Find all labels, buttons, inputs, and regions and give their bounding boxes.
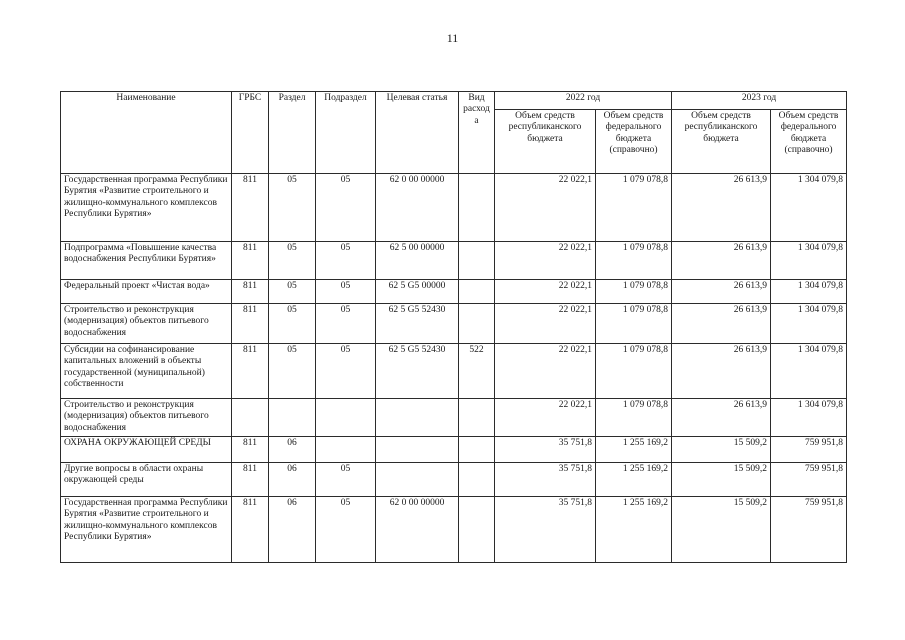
cell-grbs: 811: [232, 242, 269, 280]
cell-expense-type: [459, 242, 495, 280]
cell-federal-2022: 1 079 078,8: [596, 399, 672, 437]
cell-federal-2022: 1 255 169,2: [596, 463, 672, 497]
cell-republican-2022: 35 751,8: [495, 437, 596, 463]
table-row: [61, 463, 847, 497]
cell-republican-2023: 26 613,9: [672, 399, 771, 437]
cell-razdel: 06: [269, 463, 316, 497]
cell-republican-2023: 26 613,9: [672, 344, 771, 399]
table-row: [61, 280, 847, 304]
cell-republican-2022: 22 022,1: [495, 344, 596, 399]
cell-federal-2023: 1 304 079,8: [771, 344, 847, 399]
cell-republican-2022: 22 022,1: [495, 280, 596, 304]
cell-podrazdel: 05: [316, 463, 376, 497]
header-year-2023: 2023 год: [672, 92, 847, 110]
cell-name: Строительство и реконструкция (модернизация) объектов питьевого водоснабжения: [61, 399, 232, 437]
cell-federal-2022: 1 079 078,8: [596, 174, 672, 242]
cell-podrazdel: 05: [316, 344, 376, 399]
cell-razdel: 06: [269, 497, 316, 563]
cell-target-article: 62 5 00 00000: [376, 242, 459, 280]
cell-name: Субсидии на софинансирование капитальных вложений в объекты государственной (муниципальной) собственности: [61, 344, 232, 399]
header-republican-2023: Объем средств республиканского бюджета: [672, 110, 771, 174]
cell-federal-2023: 759 951,8: [771, 463, 847, 497]
cell-republican-2022: 35 751,8: [495, 497, 596, 563]
header-razdel: Раздел: [269, 92, 316, 174]
cell-federal-2023: 1 304 079,8: [771, 174, 847, 242]
cell-razdel: 05: [269, 242, 316, 280]
header-podrazdel: Подраздел: [316, 92, 376, 174]
cell-target-article: 62 5 G5 52430: [376, 344, 459, 399]
cell-expense-type: [459, 399, 495, 437]
cell-republican-2023: 26 613,9: [672, 174, 771, 242]
cell-target-article: [376, 399, 459, 437]
cell-podrazdel: 05: [316, 242, 376, 280]
cell-expense-type: [459, 280, 495, 304]
cell-federal-2022: 1 079 078,8: [596, 280, 672, 304]
table-row: [61, 242, 847, 280]
cell-grbs: 811: [232, 344, 269, 399]
cell-target-article: 62 0 00 00000: [376, 497, 459, 563]
cell-federal-2023: 1 304 079,8: [771, 399, 847, 437]
header-republican-2022: Объем средств республиканского бюджета: [495, 110, 596, 174]
cell-federal-2023: 759 951,8: [771, 497, 847, 563]
cell-republican-2023: 26 613,9: [672, 304, 771, 344]
cell-federal-2022: 1 255 169,2: [596, 497, 672, 563]
cell-podrazdel: 05: [316, 174, 376, 242]
table-row: [61, 399, 847, 437]
cell-podrazdel: 05: [316, 304, 376, 344]
cell-name: ОХРАНА ОКРУЖАЮЩЕЙ СРЕДЫ: [61, 437, 232, 463]
cell-target-article: 62 5 G5 00000: [376, 280, 459, 304]
cell-expense-type: [459, 304, 495, 344]
cell-republican-2023: 15 509,2: [672, 497, 771, 563]
header-federal-2023: Объем средств федерального бюджета (справочно): [771, 110, 847, 174]
cell-federal-2023: 1 304 079,8: [771, 304, 847, 344]
cell-republican-2023: 26 613,9: [672, 280, 771, 304]
cell-name: Подпрограмма «Повышение качества водоснабжения Республики Бурятия»: [61, 242, 232, 280]
cell-expense-type: [459, 174, 495, 242]
cell-name: Государственная программа Республики Бурятия «Развитие строительного и жилищно-коммунального комплексов Республики Бурятия»: [61, 174, 232, 242]
page-number: 11: [446, 31, 459, 45]
cell-podrazdel: 05: [316, 280, 376, 304]
cell-republican-2022: 35 751,8: [495, 463, 596, 497]
cell-grbs: 811: [232, 437, 269, 463]
budget-table: [60, 91, 847, 563]
cell-federal-2022: 1 079 078,8: [596, 344, 672, 399]
cell-razdel: 05: [269, 174, 316, 242]
header-expense-type: Вид расхода: [459, 92, 495, 174]
cell-grbs: 811: [232, 280, 269, 304]
table-row: [61, 437, 847, 463]
cell-target-article: 62 5 G5 52430: [376, 304, 459, 344]
cell-federal-2023: 1 304 079,8: [771, 280, 847, 304]
header-grbs: ГРБС: [232, 92, 269, 174]
table-body: [61, 174, 847, 563]
cell-federal-2023: 1 304 079,8: [771, 242, 847, 280]
cell-razdel: 06: [269, 437, 316, 463]
cell-republican-2023: 15 509,2: [672, 437, 771, 463]
cell-name: Другие вопросы в области охраны окружающей среды: [61, 463, 232, 497]
table-row: [61, 344, 847, 399]
cell-republican-2023: 26 613,9: [672, 242, 771, 280]
cell-name: Федеральный проект «Чистая вода»: [61, 280, 232, 304]
cell-target-article: 62 0 00 00000: [376, 174, 459, 242]
cell-expense-type: [459, 463, 495, 497]
cell-expense-type: [459, 437, 495, 463]
cell-grbs: 811: [232, 497, 269, 563]
header-federal-2022: Объем средств федерального бюджета (справочно): [596, 110, 672, 174]
cell-grbs: 811: [232, 174, 269, 242]
table-row: [61, 304, 847, 344]
cell-federal-2023: 759 951,8: [771, 437, 847, 463]
cell-target-article: [376, 437, 459, 463]
cell-name: Государственная программа Республики Бурятия «Развитие строительного и жилищно-коммунального комплексов Республики Бурятия»: [61, 497, 232, 563]
header-target-article: Целевая статья: [376, 92, 459, 174]
cell-razdel: 05: [269, 344, 316, 399]
cell-federal-2022: 1 079 078,8: [596, 304, 672, 344]
cell-razdel: [269, 399, 316, 437]
cell-grbs: 811: [232, 463, 269, 497]
cell-republican-2022: 22 022,1: [495, 399, 596, 437]
cell-republican-2023: 15 509,2: [672, 463, 771, 497]
cell-razdel: 05: [269, 304, 316, 344]
cell-republican-2022: 22 022,1: [495, 242, 596, 280]
cell-target-article: [376, 463, 459, 497]
table-row: [61, 174, 847, 242]
cell-podrazdel: 05: [316, 497, 376, 563]
cell-expense-type: [459, 497, 495, 563]
cell-razdel: 05: [269, 280, 316, 304]
cell-federal-2022: 1 079 078,8: [596, 242, 672, 280]
header-name: Наименование: [61, 92, 232, 174]
cell-republican-2022: 22 022,1: [495, 174, 596, 242]
cell-expense-type: 522: [459, 344, 495, 399]
header-year-2022: 2022 год: [495, 92, 672, 110]
cell-grbs: [232, 399, 269, 437]
cell-name: Строительство и реконструкция (модернизация) объектов питьевого водоснабжения: [61, 304, 232, 344]
cell-podrazdel: [316, 437, 376, 463]
table-row: [61, 497, 847, 563]
cell-federal-2022: 1 255 169,2: [596, 437, 672, 463]
cell-grbs: 811: [232, 304, 269, 344]
cell-podrazdel: [316, 399, 376, 437]
cell-republican-2022: 22 022,1: [495, 304, 596, 344]
